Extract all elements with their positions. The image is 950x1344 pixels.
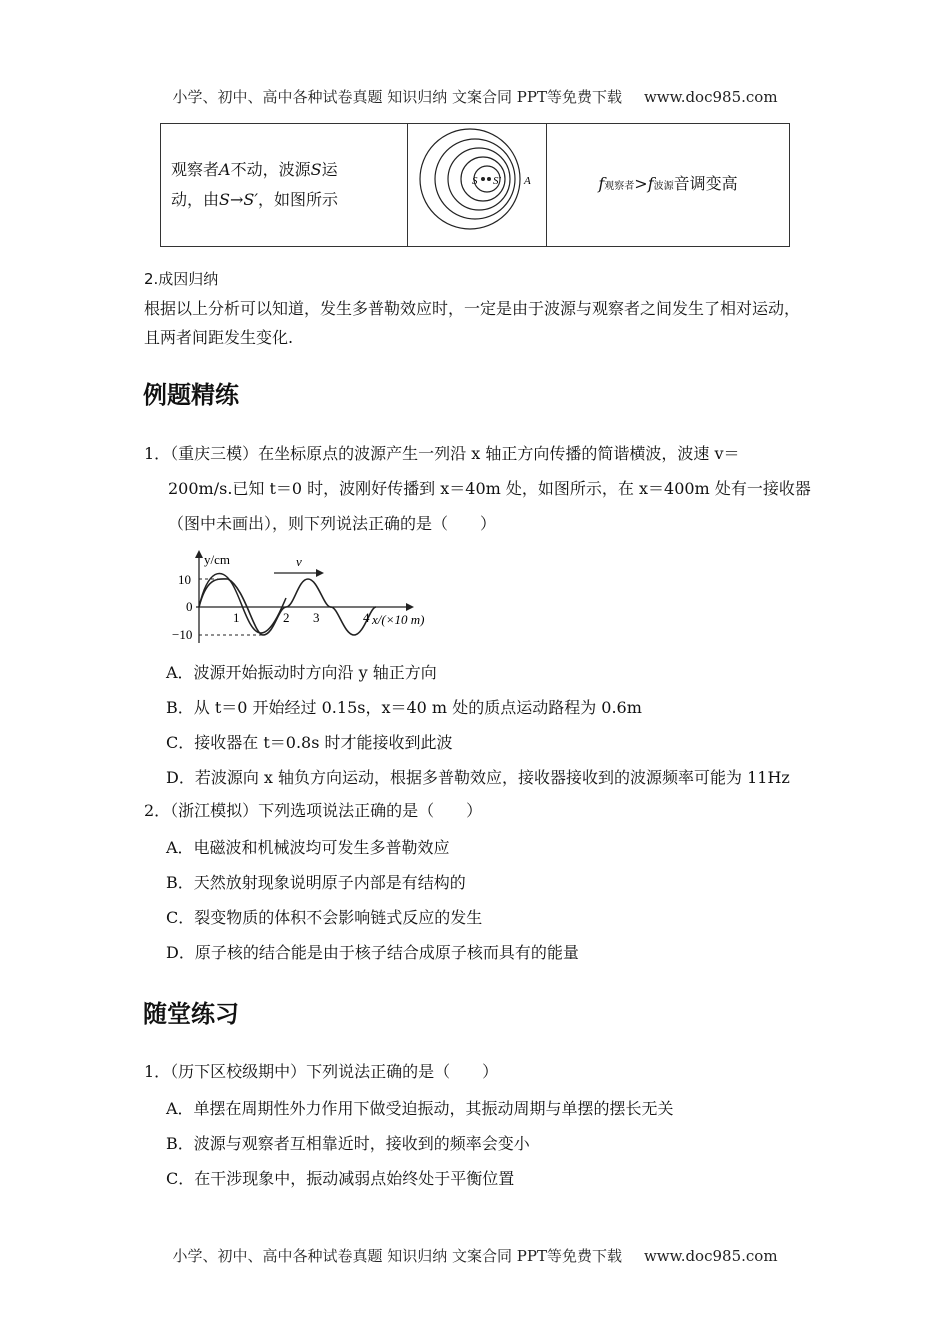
q2-option-a[interactable]: A．电磁波和机械波均可发生多普勒效应 [166, 838, 450, 857]
situation-text: 不动，波源 [230, 160, 311, 179]
freq-symbol: f [598, 173, 605, 193]
x-axis-arrow [406, 603, 414, 611]
q1-line: （图中未画出），则下列说法正确的是（ ） [168, 514, 497, 533]
practice-option-c[interactable]: C．在干涉现象中，振动减弱点始终处于平衡位置 [166, 1169, 515, 1188]
y-tick: −10 [172, 627, 193, 642]
example-q1-stem [144, 436, 812, 541]
cause-text: 根据以上分析可以知道，发生多普勒效应时，一定是由于波源与观察者之间发生了相对运动，且两者间距发生变化. [144, 299, 801, 347]
example-q2-stem: 2．（浙江模拟）下列选项说法正确的是（ ） [144, 801, 483, 820]
q2-option-c[interactable]: C．裂变物质的体积不会影响链式反应的发生 [166, 908, 483, 927]
x-tick: 1 [233, 610, 240, 625]
cause-title: 2.成因归纳 [144, 270, 219, 288]
freq-subscript: 波源 [653, 180, 674, 192]
page-footer [0, 1245, 950, 1266]
q1-option-d[interactable]: D．若波源向 x 轴负方向运动，根据多普勒效应，接收器接收到的波源频率可能为 11Hz [166, 768, 790, 787]
q1-line: 1．（重庆三模）在坐标原点的波源产生一列沿 x 轴正方向传播的简谐横波，波速 v＝ [144, 444, 740, 463]
page-header [0, 86, 950, 107]
doppler-circles-figure [408, 124, 546, 236]
q1-option-b[interactable]: B．从 t＝0 开始经过 0.15s，x＝40 m 处的质点运动路程为 0.6m [166, 698, 642, 717]
x-tick: 4 [363, 610, 370, 625]
practice-option-b[interactable]: B．波源与观察者互相靠近时，接收到的频率会变小 [166, 1134, 530, 1153]
practice-q1-stem: 1．（历下区校级期中）下列说法正确的是（ ） [144, 1062, 499, 1081]
source-symbol: S [310, 160, 322, 179]
q1-option-c[interactable]: C．接收器在 t＝0.8s 时才能接收到此波 [166, 733, 453, 752]
doppler-table [160, 123, 790, 247]
q1-line: 200m/s.已知 t＝0 时，波刚好传播到 x＝40m 处，如图所示，在 x＝400m 处有一接收器 [168, 479, 811, 498]
x-label: x/(×10 m) [372, 612, 425, 627]
figure-cell [408, 124, 547, 247]
x-tick: 3 [313, 610, 320, 625]
fig-label-s-prime: S′ [493, 175, 501, 187]
q2-option-b[interactable]: B．天然放射现象说明原子内部是有结构的 [166, 873, 466, 892]
situation-cell [161, 124, 408, 247]
fig-label-a: A [524, 175, 531, 187]
header-text: 小学、初中、高中各种试卷真题 知识归纳 文案合同 PPT等免费下载 [172, 88, 622, 106]
motion-symbol: S→S′ [219, 190, 258, 209]
doppler-row [161, 124, 790, 247]
situation-text: ，如图所示 [257, 190, 338, 209]
wave-figure [166, 548, 446, 648]
freq-subscript: 观察者 [604, 180, 635, 192]
situation-text: 运 [321, 160, 338, 179]
footer-text: 小学、初中、高中各种试卷真题 知识归纳 文案合同 PPT等免费下载 [172, 1247, 622, 1265]
velocity-arrowhead [316, 569, 324, 577]
source-dot [481, 177, 485, 181]
example-heading: 例题精练 [143, 381, 239, 409]
header-url[interactable]: www.doc985.com [643, 88, 778, 106]
y-label: y/cm [204, 552, 230, 567]
situation-text: 观察者 [171, 160, 220, 179]
x-tick: 2 [283, 610, 290, 625]
q2-option-d[interactable]: D．原子核的结合能是由于核子结合成原子核而具有的能量 [166, 943, 579, 962]
source-dot [487, 177, 491, 181]
practice-option-a[interactable]: A．单摆在周期性外力作用下做受迫振动，其振动周期与单摆的摆长无关 [166, 1099, 674, 1118]
q1-option-a[interactable]: A．波源开始振动时方向沿 y 轴正方向 [166, 663, 437, 682]
y-axis-arrow [195, 550, 203, 558]
result-cell [547, 124, 790, 247]
fig-label-s: S [472, 175, 478, 187]
observer-symbol: A [219, 160, 231, 179]
comparison: > [634, 173, 648, 193]
footer-url[interactable]: www.doc985.com [643, 1247, 778, 1265]
y-tick: 0 [186, 599, 193, 614]
result-text: 音调变高 [673, 173, 738, 193]
situation-text: 动，由 [171, 190, 220, 209]
v-label: v [296, 554, 302, 569]
freq-symbol: f [647, 173, 654, 193]
y-tick: 10 [178, 572, 191, 587]
practice-heading: 随堂练习 [143, 1000, 239, 1028]
